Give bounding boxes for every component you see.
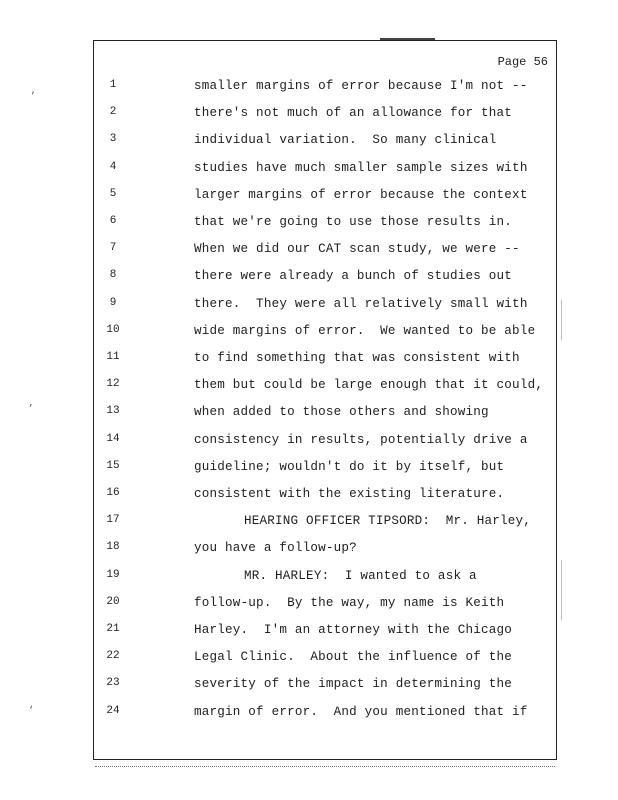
line-text: wide margins of error. We wanted to be able: [194, 323, 536, 338]
line-text: there. They were all relatively small with: [194, 296, 528, 311]
line-text: When we did our CAT scan study, we were --: [194, 242, 520, 257]
line-number: 12: [106, 378, 120, 391]
line-number: 14: [106, 432, 120, 445]
line-text: margin of error. And you mentioned that if: [194, 704, 528, 719]
line-text: Harley. I'm an attorney with the Chicago: [194, 623, 513, 637]
line-text: consistency in results, potentially drive a: [194, 432, 528, 447]
line-text: consistent with the existing literature.: [194, 487, 505, 501]
line-number: 4: [109, 160, 117, 173]
transcript-line: [94, 541, 556, 569]
line-text: that we're going to use those results in.: [194, 215, 513, 229]
line-number: 5: [109, 187, 117, 200]
line-number: 8: [109, 269, 117, 282]
line-number: 17: [106, 514, 120, 527]
transcript-line: [94, 133, 556, 161]
line-number: 6: [109, 215, 117, 227]
line-text: larger margins of error because the context: [194, 187, 528, 202]
transcript-line: [94, 297, 556, 325]
transcript-line: [94, 405, 556, 433]
line-number: 22: [106, 650, 120, 663]
transcript-line: [94, 188, 556, 216]
transcript-line: [94, 623, 556, 651]
transcript-line: [94, 106, 556, 134]
line-text: follow-up. By the way, my name is Keith: [194, 595, 505, 610]
line-number: 20: [106, 595, 120, 608]
scan-speck-left: ‘: [28, 706, 35, 717]
line-number: 18: [106, 541, 120, 554]
transcript-line: [94, 433, 556, 461]
line-number: 24: [106, 704, 120, 717]
line-text: HEARING OFFICER TIPSORD: Mr. Harley,: [244, 514, 532, 529]
line-text: Legal Clinic. About the influence of the: [194, 650, 513, 665]
line-text: severity of the impact in determining the: [194, 677, 513, 692]
scan-artifact-right: [561, 300, 562, 340]
bottom-rule: [95, 766, 555, 767]
line-number: 7: [109, 242, 117, 255]
transcript-line: [94, 79, 556, 107]
line-text: MR. HARLEY: I wanted to ask a: [244, 568, 477, 583]
line-text: you have a follow-up?: [194, 541, 357, 556]
line-text: to find something that was consistent with: [194, 351, 520, 365]
transcript-line: [94, 677, 556, 705]
transcript-line: [94, 324, 556, 352]
transcript-line: [94, 378, 556, 406]
line-number: 15: [106, 459, 120, 472]
line-text: smaller margins of error because I'm not --: [194, 79, 528, 93]
transcript-line: [94, 161, 556, 189]
line-text: there were already a bunch of studies out: [194, 269, 513, 284]
line-text: guideline; wouldn't do it by itself, but: [194, 459, 505, 474]
transcript-line: [94, 269, 556, 297]
transcript-page: [93, 40, 557, 760]
transcript-line: [94, 215, 556, 243]
line-text: individual variation. So many clinical: [194, 133, 497, 148]
line-number: 13: [106, 405, 120, 418]
line-number: 10: [106, 323, 120, 336]
line-text: them but could be large enough that it could,: [194, 378, 544, 393]
scan-speck-left: ‚: [28, 398, 35, 409]
transcript-line: [94, 242, 556, 270]
line-number: 2: [109, 106, 117, 119]
line-number: 11: [106, 351, 120, 363]
line-text: studies have much smaller sample sizes with: [194, 160, 528, 175]
line-text: when added to those others and showing: [194, 405, 489, 420]
transcript-line: [94, 569, 556, 597]
line-number: 19: [106, 568, 120, 581]
line-number: 21: [106, 623, 120, 635]
scan-artifact-right: [561, 560, 562, 620]
line-text: there's not much of an allowance for that: [194, 106, 513, 121]
line-number: 1: [109, 79, 117, 91]
transcript-line: [94, 487, 556, 515]
transcript-line: [94, 460, 556, 488]
line-number: 3: [109, 133, 117, 146]
line-number: 16: [106, 487, 120, 499]
line-number: 9: [109, 296, 117, 309]
transcript-line: [94, 351, 556, 379]
line-number: 23: [106, 677, 120, 690]
scan-speck-left: ’: [30, 92, 37, 103]
transcript-line: [94, 596, 556, 624]
transcript-line: [94, 705, 556, 733]
page-number: Page 56: [497, 55, 548, 69]
transcript-line: [94, 650, 556, 678]
transcript-line: [94, 514, 556, 542]
